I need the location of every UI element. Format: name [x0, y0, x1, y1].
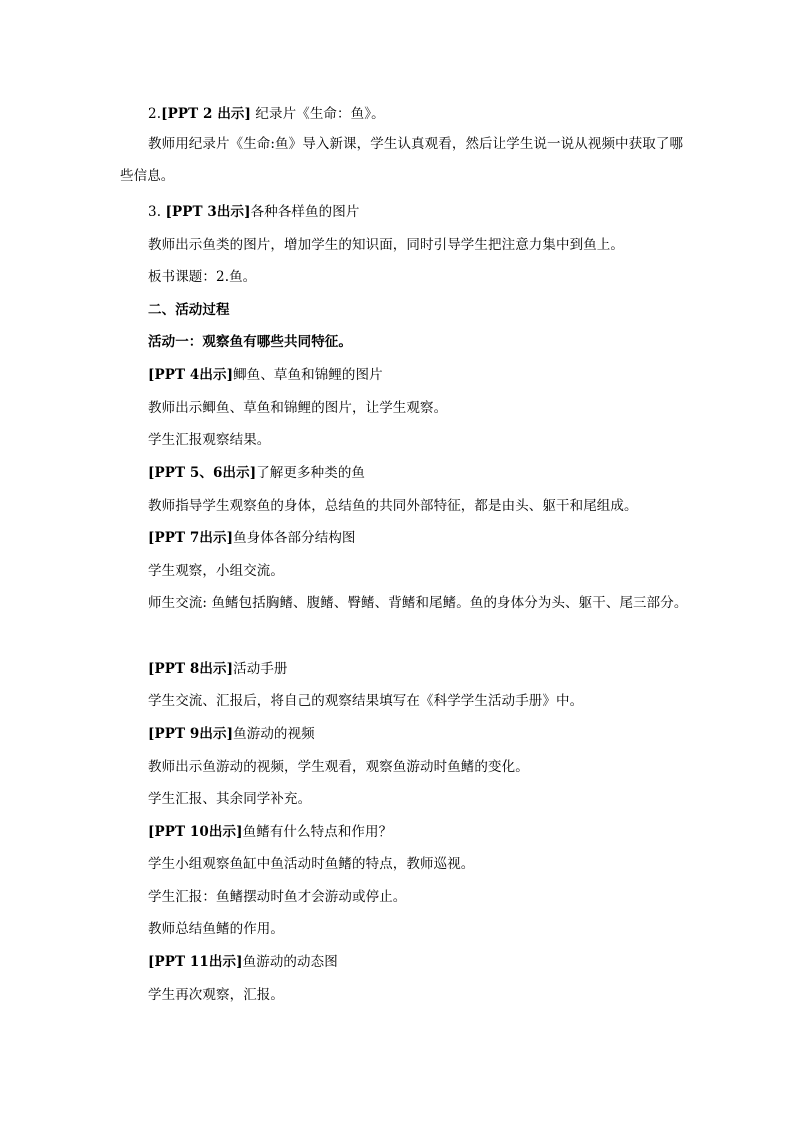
paragraph: [148, 561, 708, 581]
paragraph: [148, 430, 708, 450]
paragraph-text: 教师出示鲫鱼、草鱼和锦鲤的图片，让学生观察。: [148, 400, 448, 416]
paragraph-ppt7: [148, 528, 708, 548]
paragraph: [148, 789, 708, 809]
paragraph: [148, 919, 708, 939]
paragraph: [148, 398, 708, 418]
paragraph-text: 鱼游动的动态图: [242, 954, 338, 970]
paragraph: [148, 496, 708, 516]
ppt-tag: [PPT 9出示]: [148, 726, 234, 742]
section-heading: [148, 300, 708, 320]
paragraph-text: 教师指导学生观察鱼的身体，总结鱼的共同外部特征，都是由头、躯干和尾组成。: [148, 498, 638, 514]
paragraph-text: 板书课题：2.鱼。: [148, 269, 257, 285]
item-number: 2.: [148, 106, 162, 122]
paragraph-text: 学生小组观察鱼缸中鱼活动时鱼鳍的特点，教师巡视。: [148, 856, 475, 872]
paragraph-text: 教师总结鱼鳍的作用。: [148, 921, 284, 937]
paragraph-text: 各种各样鱼的图片: [250, 204, 360, 220]
ppt-tag: [PPT 4出示]: [148, 367, 234, 383]
ppt-tag: [PPT 7出示]: [148, 530, 234, 546]
paragraph-text: 师生交流: 鱼鳍包括胸鳍、腹鳍、臀鳍、背鳍和尾鳍。鱼的身体分为头、躯干、尾三部分。: [148, 595, 688, 611]
paragraph-ppt10: [148, 822, 708, 842]
paragraph-fins: [120, 587, 690, 619]
paragraph: [148, 267, 708, 287]
ppt-tag: [PPT 2 出示]: [161, 106, 252, 122]
paragraph: [148, 887, 708, 907]
heading-text: 活动一：观察鱼有哪些共同特征。: [148, 334, 352, 350]
paragraph-text: 鱼游动的视频: [233, 726, 315, 742]
paragraph-text: 学生再次观察，汇报。: [148, 987, 284, 1003]
paragraph-text: 学生观察，小组交流。: [148, 563, 284, 579]
paragraph-text: 教师出示鱼游动的视频，学生观看，观察鱼游动时鱼鳍的变化。: [148, 759, 529, 775]
heading-text: 二、活动过程: [148, 302, 230, 318]
paragraph-text: 纪录片《生命：鱼》。: [255, 106, 385, 122]
paragraph: [148, 235, 708, 255]
ppt-tag: [PPT 8出示]: [148, 661, 234, 677]
ppt-tag: [PPT 5、6出示]: [148, 465, 257, 481]
paragraph-ppt4: [148, 365, 708, 385]
paragraph-intro: [120, 128, 690, 192]
paragraph-text: 教师用纪录片《生命:鱼》导入新课，学生认真观看，然后让学生说一说从视频中获取了哪些信息。: [120, 136, 684, 184]
paragraph-text: 学生交流、汇报后，将自己的观察结果填写在《科学学生活动手册》中。: [148, 693, 584, 709]
paragraph-ppt3: [148, 202, 708, 222]
item-number: 3.: [148, 204, 162, 220]
paragraph-ppt5-6: [148, 463, 708, 483]
paragraph-text: 学生汇报：鱼鳍摆动时鱼才会游动或停止。: [148, 889, 407, 905]
paragraph-ppt9: [148, 724, 708, 744]
paragraph-text: 学生汇报、其余同学补充。: [148, 791, 312, 807]
paragraph-ppt11: [148, 952, 708, 972]
ppt-tag: [PPT 11出示]: [148, 954, 243, 970]
paragraph: [148, 757, 708, 777]
paragraph: [148, 854, 708, 874]
paragraph-text: 鲫鱼、草鱼和锦鲤的图片: [233, 367, 383, 383]
paragraph-text: 鱼鳍有什么特点和作用？: [242, 824, 393, 840]
paragraph-text: 鱼身体各部分结构图: [233, 530, 356, 546]
paragraph-text: 学生汇报观察结果。: [148, 432, 271, 448]
activity-heading: [148, 332, 708, 352]
ppt-tag: [PPT 10出示]: [148, 824, 243, 840]
paragraph-text: 活动手册: [233, 661, 288, 677]
paragraph: [148, 985, 708, 1005]
paragraph-text: 了解更多种类的鱼: [256, 465, 366, 481]
paragraph-ppt8: [148, 659, 708, 679]
ppt-tag: [PPT 3出示]: [165, 204, 251, 220]
paragraph-text: 教师出示鱼类的图片，增加学生的知识面，同时引导学生把注意力集中到鱼上。: [148, 237, 624, 253]
paragraph: [148, 691, 708, 711]
paragraph-ppt2: [148, 104, 708, 124]
